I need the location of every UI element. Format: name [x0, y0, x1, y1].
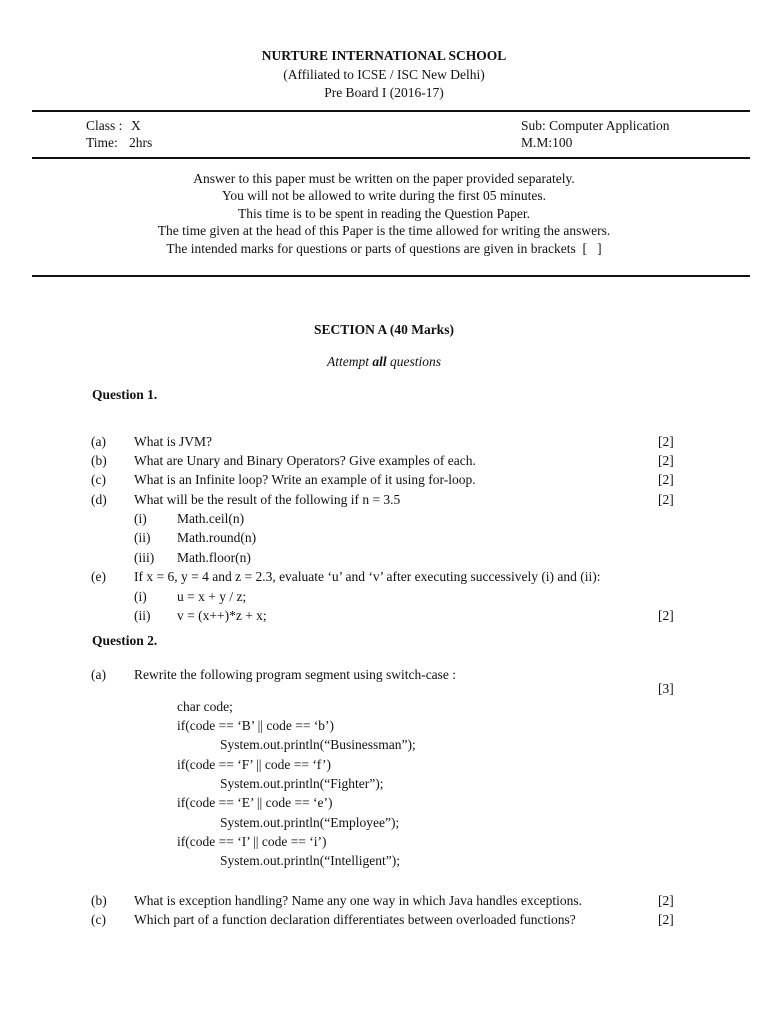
- code-line: if(code == ‘E’ || code == ‘e’): [177, 795, 333, 810]
- code-line: if(code == ‘I’ || code == ‘i’): [177, 834, 327, 849]
- sub-text: v = (x++)*z + x;: [177, 608, 267, 623]
- code-line: System.out.println(“Businessman”);: [220, 737, 416, 752]
- part-text: What is exception handling? Name any one way in which Java handles exceptions.: [134, 893, 582, 908]
- time-label: Time:: [86, 135, 118, 150]
- sub-text: Math.round(n): [177, 530, 257, 545]
- time-value: 2hrs: [129, 135, 153, 150]
- section-title: SECTION A (40 Marks): [314, 322, 454, 337]
- part-marks: [2]: [658, 893, 674, 908]
- part-label: (c): [91, 472, 106, 487]
- sub-label: (ii): [134, 608, 151, 623]
- question-1-title: Question 1.: [92, 387, 158, 402]
- max-marks: M.M:100: [521, 135, 573, 150]
- code-line: char code;: [177, 699, 233, 714]
- attempt-bold: all: [372, 354, 387, 369]
- affiliation: (Affiliated to ICSE / ISC New Delhi): [283, 67, 485, 82]
- exam-title: Pre Board I (2016-17): [324, 85, 444, 100]
- subject: Sub: Computer Application: [521, 118, 670, 133]
- attempt-instruction: [0, 352, 768, 371]
- instruction-line: You will not be allowed to write during the first 05 minutes.: [221, 188, 547, 203]
- part-label: (b): [91, 893, 107, 908]
- part-text: What are Unary and Binary Operators? Give examples of each.: [134, 453, 476, 468]
- sub-text: Math.floor(n): [177, 550, 251, 565]
- part-label: (a): [91, 434, 106, 449]
- part-text: What is an Infinite loop? Write an example of it using for-loop.: [134, 472, 476, 487]
- part-text: What is JVM?: [134, 434, 212, 449]
- instruction-line: This time is to be spent in reading the Question Paper.: [237, 206, 531, 221]
- sub-text: u = x + y / z;: [177, 589, 247, 604]
- code-line: if(code == ‘F’ || code == ‘f’): [177, 757, 332, 772]
- part-label: (e): [91, 569, 106, 584]
- part-marks: [2]: [658, 608, 674, 623]
- part-label: (a): [91, 667, 106, 682]
- instruction-line: Answer to this paper must be written on the paper provided separately.: [193, 171, 575, 186]
- part-label: (b): [91, 453, 107, 468]
- part-label: (d): [91, 492, 107, 507]
- part-marks: [2]: [658, 912, 674, 927]
- divider-mid: [32, 157, 750, 159]
- part-marks: [2]: [658, 434, 674, 449]
- sub-label: (iii): [134, 550, 155, 565]
- part-marks: [2]: [658, 492, 674, 507]
- instruction-line: The time given at the head of this Paper is the time allowed for writing the answers.: [157, 223, 611, 238]
- part-text: What will be the result of the following if n = 3.5: [134, 492, 401, 507]
- part-marks: [2]: [658, 472, 674, 487]
- attempt-post: questions: [386, 354, 442, 369]
- part-text: Which part of a function declaration differentiates between overloaded functions?: [134, 912, 576, 927]
- part-text: If x = 6, y = 4 and z = 2.3, evaluate ‘u’ and ‘v’ after executing successively (i) and (ii):: [134, 569, 601, 584]
- instruction-line: The intended marks for questions or parts of questions are given in brackets [ ]: [166, 241, 602, 256]
- code-line: System.out.println(“Fighter”);: [220, 776, 384, 791]
- code-line: System.out.println(“Intelligent”);: [220, 853, 400, 868]
- divider-bottom: [32, 275, 750, 277]
- school-name: NURTURE INTERNATIONAL SCHOOL: [261, 48, 507, 63]
- class-label: Class :: [86, 118, 123, 133]
- question-2-title: Question 2.: [92, 633, 158, 648]
- attempt-pre: Attempt: [326, 354, 373, 369]
- part-marks: [3]: [658, 681, 674, 696]
- sub-label: (ii): [134, 530, 151, 545]
- code-line: if(code == ‘B’ || code == ‘b’): [177, 718, 335, 733]
- divider-top: [32, 110, 750, 112]
- code-line: System.out.println(“Employee”);: [220, 815, 400, 830]
- part-marks: [2]: [658, 453, 674, 468]
- part-label: (c): [91, 912, 106, 927]
- class-value: X: [131, 118, 141, 133]
- sub-text: Math.ceil(n): [177, 511, 245, 526]
- sub-label: (i): [134, 589, 147, 604]
- part-text: Rewrite the following program segment using switch-case :: [134, 667, 457, 682]
- sub-label: (i): [134, 511, 147, 526]
